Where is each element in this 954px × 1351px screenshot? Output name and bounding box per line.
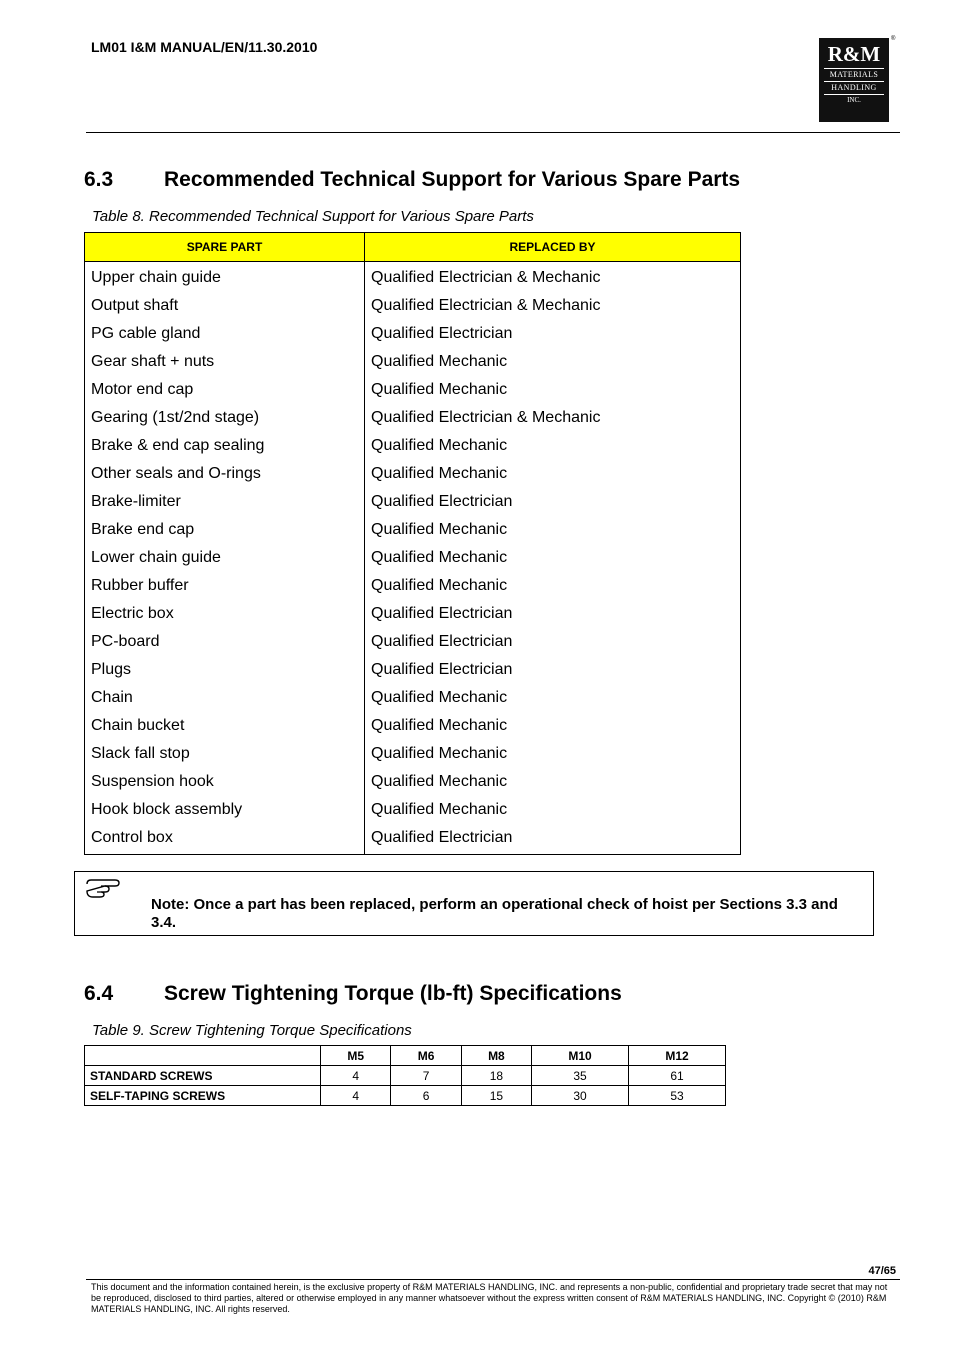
replaced-by-cell: Qualified Electrician & Mechanic — [365, 262, 741, 293]
table-8-caption: Table 8. Recommended Technical Support for Various Spare Parts — [92, 208, 534, 225]
replaced-by-cell: Qualified Mechanic — [365, 796, 741, 824]
torque-value-cell: 30 — [532, 1086, 629, 1106]
spare-part-cell: Electric box — [85, 600, 365, 628]
table-row — [85, 432, 741, 460]
logo-line-handling: HANDLING — [824, 81, 884, 95]
torque-header-m12: M12 — [629, 1046, 726, 1066]
table-header-row — [85, 233, 741, 262]
section-title: Recommended Technical Support for Various Spare Parts — [164, 168, 741, 191]
table-9-caption: Table 9. Screw Tightening Torque Specifications — [92, 1022, 412, 1039]
spare-part-cell: Chain — [85, 684, 365, 712]
note-box — [74, 871, 874, 936]
replaced-by-cell: Qualified Mechanic — [365, 376, 741, 404]
spare-part-cell: Rubber buffer — [85, 572, 365, 600]
company-logo — [819, 38, 889, 122]
replaced-by-cell: Qualified Mechanic — [365, 348, 741, 376]
logo-line-inc: INC. — [847, 96, 861, 104]
table-row — [85, 348, 741, 376]
page-number: 47/65 — [868, 1265, 896, 1277]
registered-mark: ® — [891, 36, 896, 42]
replaced-by-cell: Qualified Electrician — [365, 488, 741, 516]
section-6-4-heading — [84, 982, 622, 1006]
torque-header-empty — [85, 1046, 321, 1066]
spare-part-cell: PG cable gland — [85, 320, 365, 348]
table-row — [85, 376, 741, 404]
torque-header-m10: M10 — [532, 1046, 629, 1066]
table-row — [85, 824, 741, 855]
replaced-by-cell: Qualified Electrician — [365, 628, 741, 656]
table-row — [85, 544, 741, 572]
replaced-by-cell: Qualified Mechanic — [365, 684, 741, 712]
torque-value-cell: 6 — [391, 1086, 461, 1106]
replaced-by-cell: Qualified Mechanic — [365, 740, 741, 768]
spare-part-cell: Plugs — [85, 656, 365, 684]
section-6-3-heading — [84, 168, 740, 192]
table-row — [85, 768, 741, 796]
header-divider — [86, 132, 900, 133]
spare-part-cell: Motor end cap — [85, 376, 365, 404]
torque-row — [85, 1066, 726, 1086]
table-row — [85, 600, 741, 628]
column-header-spare-part: SPARE PART — [85, 233, 365, 262]
replaced-by-cell: Qualified Mechanic — [365, 432, 741, 460]
spare-part-cell: Brake & end cap sealing — [85, 432, 365, 460]
table-row — [85, 460, 741, 488]
replaced-by-cell: Qualified Mechanic — [365, 544, 741, 572]
torque-table — [84, 1045, 726, 1106]
spare-part-cell: PC-board — [85, 628, 365, 656]
section-number: 6.4 — [84, 982, 114, 1005]
torque-value-cell: 53 — [629, 1086, 726, 1106]
torque-header-row — [85, 1046, 726, 1066]
replaced-by-cell: Qualified Mechanic — [365, 768, 741, 796]
table-row — [85, 712, 741, 740]
table-row — [85, 292, 741, 320]
torque-value-cell: 4 — [321, 1086, 391, 1106]
replaced-by-cell: Qualified Mechanic — [365, 712, 741, 740]
logo-main-text: R&M — [827, 42, 881, 66]
spare-part-cell: Lower chain guide — [85, 544, 365, 572]
torque-row-label: STANDARD SCREWS — [85, 1066, 321, 1086]
table-row — [85, 404, 741, 432]
torque-header-m6: M6 — [391, 1046, 461, 1066]
replaced-by-cell: Qualified Electrician — [365, 600, 741, 628]
section-number: 6.3 — [84, 168, 114, 191]
replaced-by-cell: Qualified Mechanic — [365, 572, 741, 600]
note-text: Note: Once a part has been replaced, perform an operational check of hoist per Sections 3.3 and 3.4. — [151, 896, 838, 931]
table-row — [85, 628, 741, 656]
replaced-by-cell: Qualified Electrician — [365, 320, 741, 348]
torque-header-m8: M8 — [461, 1046, 531, 1066]
table-row — [85, 656, 741, 684]
replaced-by-cell: Qualified Mechanic — [365, 516, 741, 544]
spare-part-cell: Brake-limiter — [85, 488, 365, 516]
logo-line-materials: MATERIALS — [824, 68, 884, 81]
table-row — [85, 572, 741, 600]
spare-part-cell: Gear shaft + nuts — [85, 348, 365, 376]
torque-value-cell: 35 — [532, 1066, 629, 1086]
replaced-by-cell: Qualified Electrician & Mechanic — [365, 292, 741, 320]
replaced-by-cell: Qualified Mechanic — [365, 460, 741, 488]
pointing-hand-icon — [85, 876, 123, 898]
spare-part-cell: Upper chain guide — [85, 262, 365, 293]
spare-parts-table — [84, 232, 741, 855]
spare-part-cell: Gearing (1st/2nd stage) — [85, 404, 365, 432]
footer-divider — [86, 1279, 900, 1280]
torque-value-cell: 4 — [321, 1066, 391, 1086]
replaced-by-cell: Qualified Electrician — [365, 824, 741, 855]
torque-value-cell: 18 — [461, 1066, 531, 1086]
torque-value-cell: 15 — [461, 1086, 531, 1106]
spare-part-cell: Brake end cap — [85, 516, 365, 544]
spare-part-cell: Other seals and O-rings — [85, 460, 365, 488]
spare-part-cell: Suspension hook — [85, 768, 365, 796]
section-title: Screw Tightening Torque (lb-ft) Specifications — [164, 982, 622, 1005]
table-row — [85, 796, 741, 824]
spare-part-cell: Chain bucket — [85, 712, 365, 740]
spare-part-cell: Hook block assembly — [85, 796, 365, 824]
footer-legal-text: This document and the information contained herein, is the exclusive property of R&M MATERIALS HANDLING, INC. and represents a non-public, confidential and proprietary trade secret that may not be reproduced, disclosed to third parties, altered or otherwise employed in any manner whatsoever without the express written consent of R&M MATERIALS HANDLING, INC. Copyright © (2010) R&M MATERIALS HANDLING, INC. All rights reserved. — [91, 1282, 888, 1314]
table-row — [85, 684, 741, 712]
torque-header-m5: M5 — [321, 1046, 391, 1066]
torque-value-cell: 61 — [629, 1066, 726, 1086]
replaced-by-cell: Qualified Electrician — [365, 656, 741, 684]
torque-row-label: SELF-TAPING SCREWS — [85, 1086, 321, 1106]
table-row — [85, 320, 741, 348]
table-row — [85, 262, 741, 293]
table-row — [85, 740, 741, 768]
spare-part-cell: Control box — [85, 824, 365, 855]
torque-row — [85, 1086, 726, 1106]
table-row — [85, 488, 741, 516]
spare-part-cell: Slack fall stop — [85, 740, 365, 768]
replaced-by-cell: Qualified Electrician & Mechanic — [365, 404, 741, 432]
table-row — [85, 516, 741, 544]
torque-value-cell: 7 — [391, 1066, 461, 1086]
column-header-replaced-by: REPLACED BY — [365, 233, 741, 262]
spare-part-cell: Output shaft — [85, 292, 365, 320]
document-id: LM01 I&M MANUAL/EN/11.30.2010 — [91, 39, 318, 55]
